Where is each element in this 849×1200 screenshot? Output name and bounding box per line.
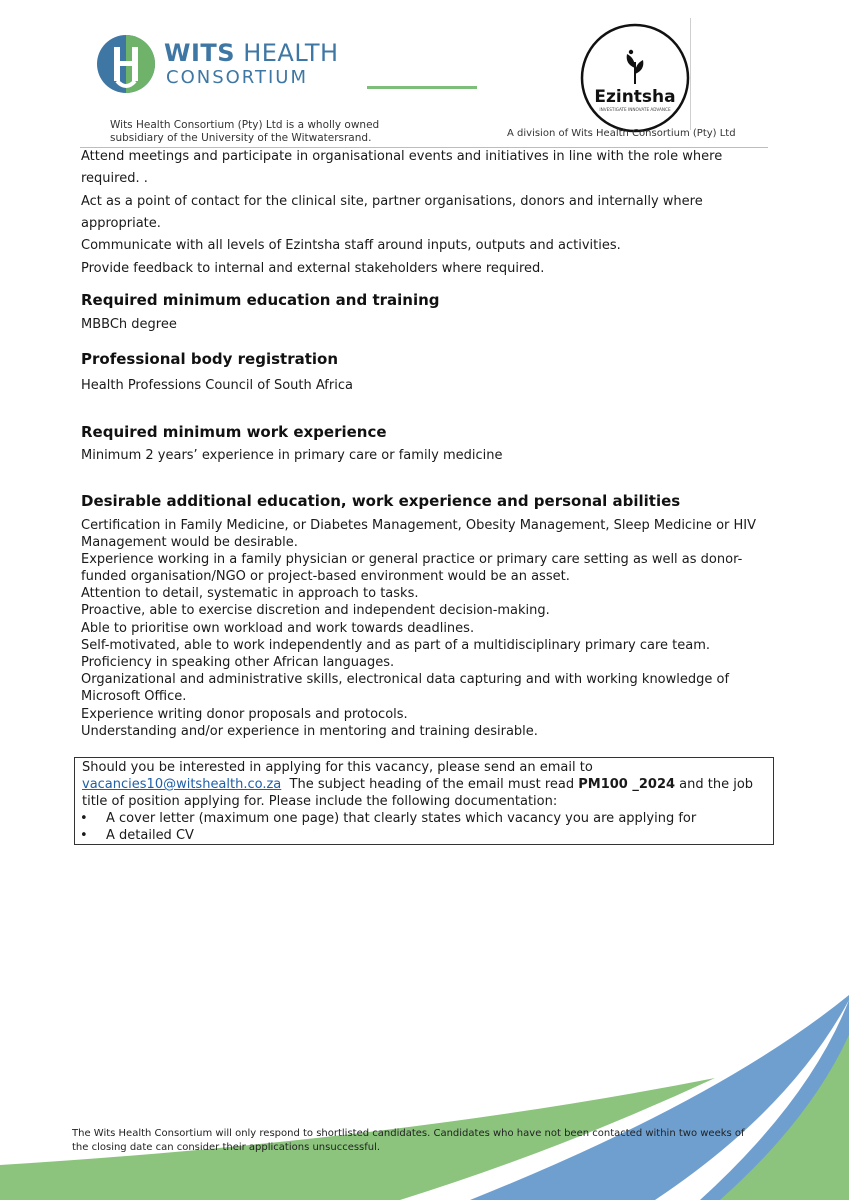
subsidiary-note: Wits Health Consortium (Pty) Ltd is a wholly owned subsidiary of the University of the Witwatersrand. <box>110 119 380 144</box>
responsibility-line: required. . <box>81 171 148 186</box>
application-intro: Should you be interested in applying for this vacancy, please send an email to <box>82 760 593 775</box>
desirable-line: Certification in Family Medicine, or Diabetes Management, Obesity Management, Sleep Medicine or HIV <box>81 518 756 533</box>
desirable-line: Microsoft Office. <box>81 689 187 704</box>
responsibility-line: Attend meetings and participate in organisational events and initiatives in line with the role where <box>81 149 723 164</box>
header-accent-line <box>367 86 477 89</box>
ezintsha-tagline: INVESTIGATE INNOVATE ADVANCE <box>599 107 671 112</box>
desirable-line: Self-motivated, able to work independently and as part of a multidisciplinary primary care team. <box>81 638 711 653</box>
desirable-line: Experience writing donor proposals and protocols. <box>81 707 408 722</box>
desirable-line: funded organisation/NGO or project-based environment would be an asset. <box>81 569 570 584</box>
responsibility-line: Act as a point of contact for the clinical site, partner organisations, donors and internally where <box>81 194 703 209</box>
desirable-line: Proactive, able to exercise discretion and independent decision-making. <box>81 603 550 618</box>
desirable-line: Proficiency in speaking other African languages. <box>81 655 395 670</box>
header-divider <box>690 18 691 130</box>
division-note: A division of Wits Health Consortium (Pty) Ltd <box>507 128 736 139</box>
responsibility-line: appropriate. <box>81 216 161 231</box>
desirable-line: Understanding and/or experience in mentoring and training desirable. <box>81 724 538 739</box>
email-link[interactable]: vacancies10@witshealth.co.za <box>82 777 282 792</box>
desirable-line: Experience working in a family physician or general practice or primary care setting as well as donor- <box>81 552 743 567</box>
desirable-line: Management would be desirable. <box>81 535 298 550</box>
registration-text: Health Professions Council of South Africa <box>81 378 353 393</box>
registration-heading: Professional body registration <box>81 350 339 368</box>
desirable-line: Organizational and administrative skills, electronical data capturing and with working knowledge of <box>81 672 730 687</box>
responsibility-line: Provide feedback to internal and external stakeholders where required. <box>81 261 545 276</box>
footer-note: The Wits Health Consortium will only respond to shortlisted candidates. Candidates who have not been contacted within two weeks of the closing date can consider their applications unsuccessful. <box>72 1128 745 1153</box>
header-rule <box>80 147 768 148</box>
desirable-line: Attention to detail, systematic in approach to tasks. <box>81 586 419 601</box>
bullet-icon: • <box>80 811 88 826</box>
wits-logo-subtitle: CONSORTIUM <box>166 67 309 88</box>
experience-heading: Required minimum work experience <box>81 423 387 441</box>
education-text: MBBCh degree <box>81 317 177 332</box>
application-subject-line: vacancies10@witshealth.co.za The subject heading of the email must read PM100 _2024 and the job <box>82 777 754 792</box>
desirable-line: Able to prioritise own workload and work towards deadlines. <box>81 621 475 636</box>
bullet-icon: • <box>80 828 88 843</box>
wits-logo-title: WITS HEALTH <box>164 39 339 67</box>
application-documentation-line: title of position applying for. Please include the following documentation: <box>82 794 558 809</box>
responsibility-line: Communicate with all levels of Ezintsha staff around inputs, outputs and activities. <box>81 238 621 253</box>
experience-text: Minimum 2 years’ experience in primary care or family medicine <box>81 448 503 463</box>
application-instructions-box <box>74 757 774 845</box>
ezintsha-wordmark: Ezintsha <box>594 87 676 107</box>
education-heading: Required minimum education and training <box>81 291 440 309</box>
document-item: A cover letter (maximum one page) that clearly states which vacancy you are applying for <box>106 811 697 826</box>
desirable-heading: Desirable additional education, work experience and personal abilities <box>81 492 681 510</box>
footer-wave-graphic <box>0 990 849 1200</box>
wits-health-logo <box>96 33 339 97</box>
wits-logo-mark-icon <box>96 33 156 95</box>
document-item: A detailed CV <box>106 828 194 843</box>
vacancy-reference: PM100 _2024 <box>578 777 676 792</box>
ezintsha-logo <box>579 22 691 134</box>
